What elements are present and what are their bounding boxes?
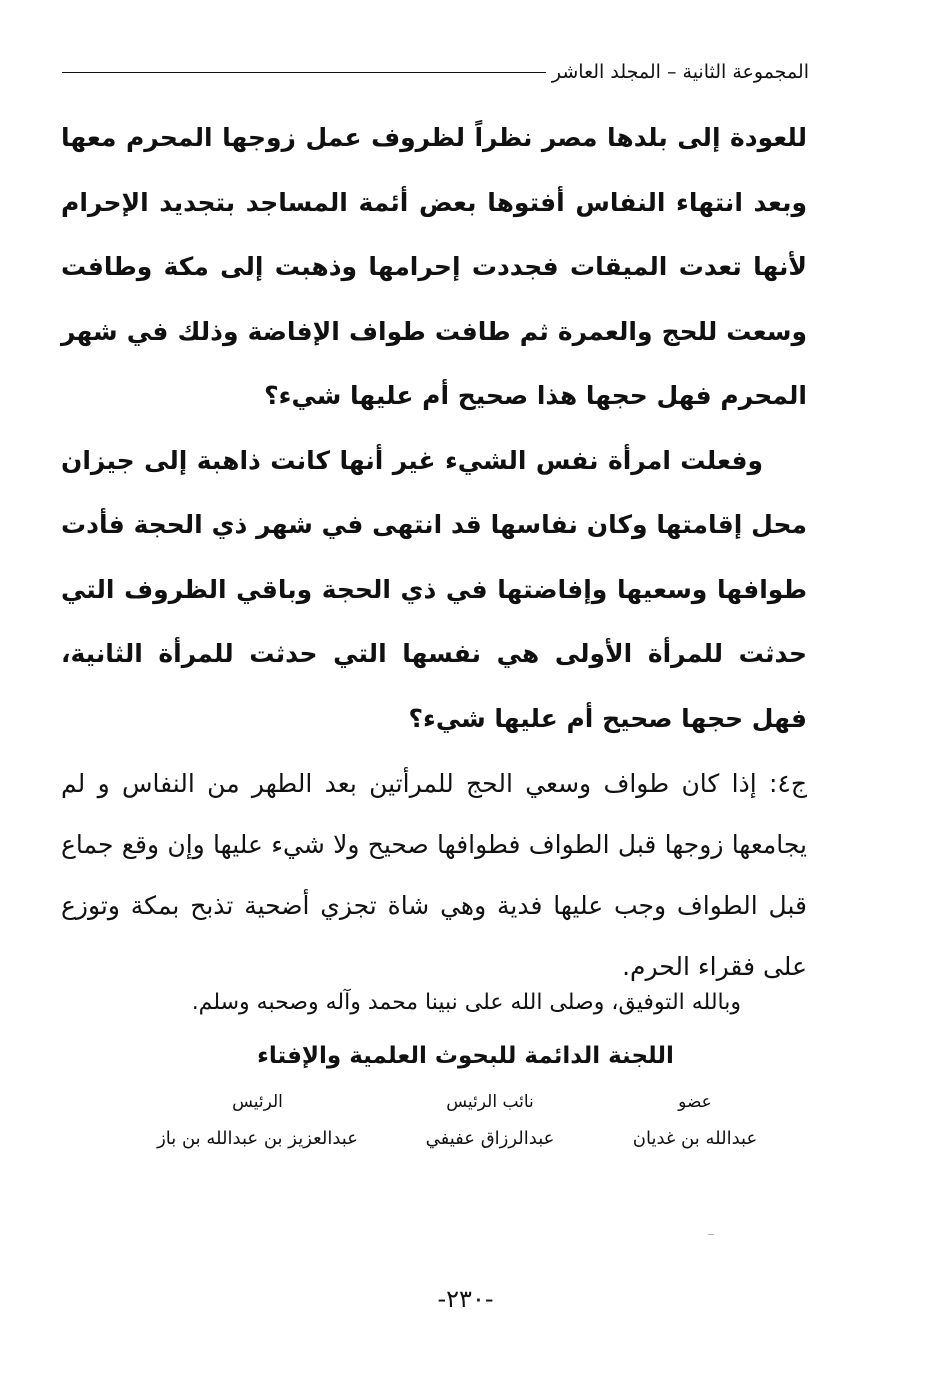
signatory-name: عبدالعزيز بن عبدالله بن باز [157,1128,358,1149]
scan-speck [708,1234,714,1235]
running-title: المجموعة الثانية – المجلد العاشر [551,61,809,83]
signatory-name: عبدالرزاق عفيفي [425,1128,555,1149]
signatory-vice-president [405,1087,575,1161]
signatory-president [140,1087,375,1161]
signatory-name: عبدالله بن غديان [632,1128,758,1149]
signatory-role: عضو [678,1092,712,1112]
signatory-role: نائب الرئيس [446,1092,534,1112]
page-number: -٢٣٠- [437,1285,494,1313]
main-text [61,106,807,997]
closing-line: وبالله التوفيق، وصلى الله على نبينا محمد وآله وصحبه وسلم. [191,990,741,1015]
answer-paragraph: ج٤: إذا كان طواف وسعي الحج للمرأتين بعد الطهر من النفاس و لم يجامعها زوجها قبل الطواف فطوافها صحيح ولا شيء عليها وإن وقع جماع قبل الطواف وجب عليها فدية وهي شاة تجزي أضحية تذبح بمكة وتوزع على فقراء الحرم. [61,769,807,981]
question-paragraph-2: وفعلت امرأة نفس الشيء غير أنها كانت ذاهبة إلى جيزان محل إقامتها وكان نفاسها قد انتهى في شهر ذي الحجة فأدت طوافها وسعيها وإفاضتها في ذي الحجة وباقي الظروف التي حدثت للمرأة الأولى هي نفسها التي حدثت للمرأة الثانية، فهل حجها صحيح أم عليها شيء؟ [61,445,807,733]
signatory-role: الرئيس [232,1092,283,1112]
header-rule [62,72,546,73]
running-header [62,58,809,86]
question-paragraph-1: للعودة إلى بلدها مصر نظراً لظروف عمل زوجها المحرم معها وبعد انتهاء النفاس أفتوها بعض أئمة المساجد بتجديد الإحرام لأنها تعدت الميقات فجددت إحرامها وذهبت إلى مكة وطافت وسعت للحج والعمرة ثم طافت طواف الإفاضة وذلك في شهر المحرم فهل حجها هذا صحيح أم عليها شيء؟ [61,123,807,410]
committee-name: اللجنة الدائمة للبحوث العلمية والإفتاء [257,1043,674,1069]
signatory-member [610,1087,780,1161]
